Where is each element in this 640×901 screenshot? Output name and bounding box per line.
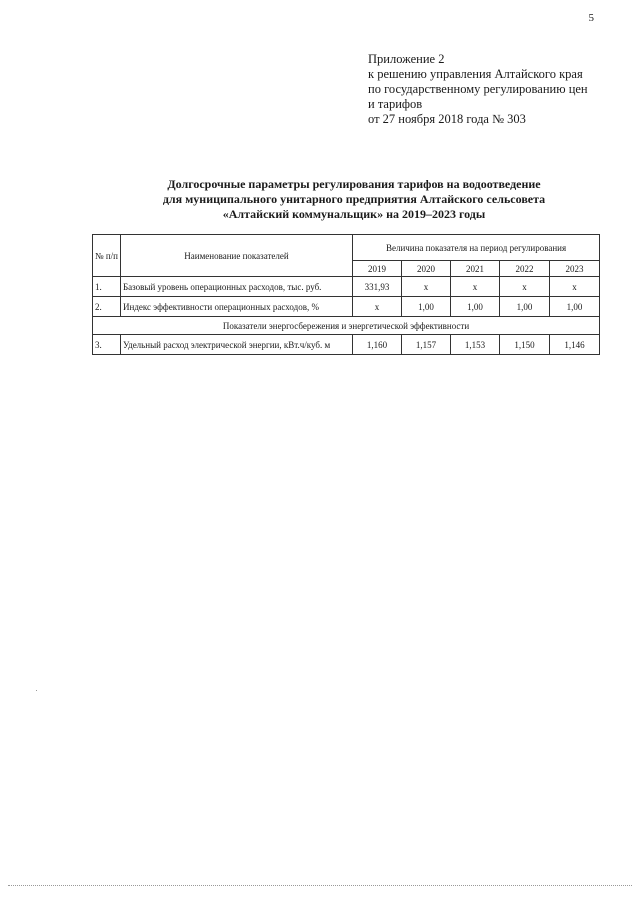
row-value: 1,00 [550,297,600,317]
appendix-line: Приложение 2 [368,52,445,66]
row-value: 1,157 [402,335,451,355]
appendix-line: и тарифов [368,97,423,111]
row-value: х [451,277,500,297]
header-period: Величина показателя на период регулирования [353,235,600,261]
scan-speck [36,690,37,691]
appendix-line: к решению управления Алтайского края [368,67,583,81]
row-value: х [353,297,402,317]
row-num: 2. [93,297,121,317]
document-title [0,177,640,222]
header-year: 2022 [500,261,550,277]
row-name: Базовый уровень операционных расходов, тыс. руб. [121,277,353,297]
table-row [93,297,600,317]
row-name: Индекс эффективности операционных расходов, % [121,297,353,317]
table-row [93,277,600,297]
header-year: 2021 [451,261,500,277]
row-name: Удельный расход электрической энергии, кВт.ч/куб. м [121,335,353,355]
row-num: 3. [93,335,121,355]
row-value: 331,93 [353,277,402,297]
parameters-table [92,234,600,355]
appendix-line: от 27 ноября 2018 года № 303 [368,112,526,126]
header-num: № п/п [93,235,121,277]
table-section-row [93,317,600,335]
appendix-line: по государственному регулированию цен [368,82,588,96]
row-value: 1,00 [500,297,550,317]
row-value: 1,146 [550,335,600,355]
header-year: 2019 [353,261,402,277]
title-line: для муниципального унитарного предприятия Алтайского сельсовета [162,192,546,206]
title-line: «Алтайский коммунальщик» на 2019–2023 годы [222,207,486,221]
row-num: 1. [93,277,121,297]
row-value: 1,00 [402,297,451,317]
page-number: 5 [588,12,594,24]
bottom-dotted-rule [8,885,632,886]
row-value: х [402,277,451,297]
row-value: 1,00 [451,297,500,317]
header-name: Наименование показателей [121,235,353,277]
title-line: Долгосрочные параметры регулирования тарифов на водоотведение [167,177,541,191]
appendix-block [368,52,588,127]
header-year: 2020 [402,261,451,277]
row-value: х [500,277,550,297]
table-header-row [93,235,600,261]
row-value: 1,160 [353,335,402,355]
table-row [93,335,600,355]
row-value: х [550,277,600,297]
header-year: 2023 [550,261,600,277]
row-value: 1,153 [451,335,500,355]
section-title: Показатели энергосбережения и энергетической эффективности [93,317,600,335]
row-value: 1,150 [500,335,550,355]
